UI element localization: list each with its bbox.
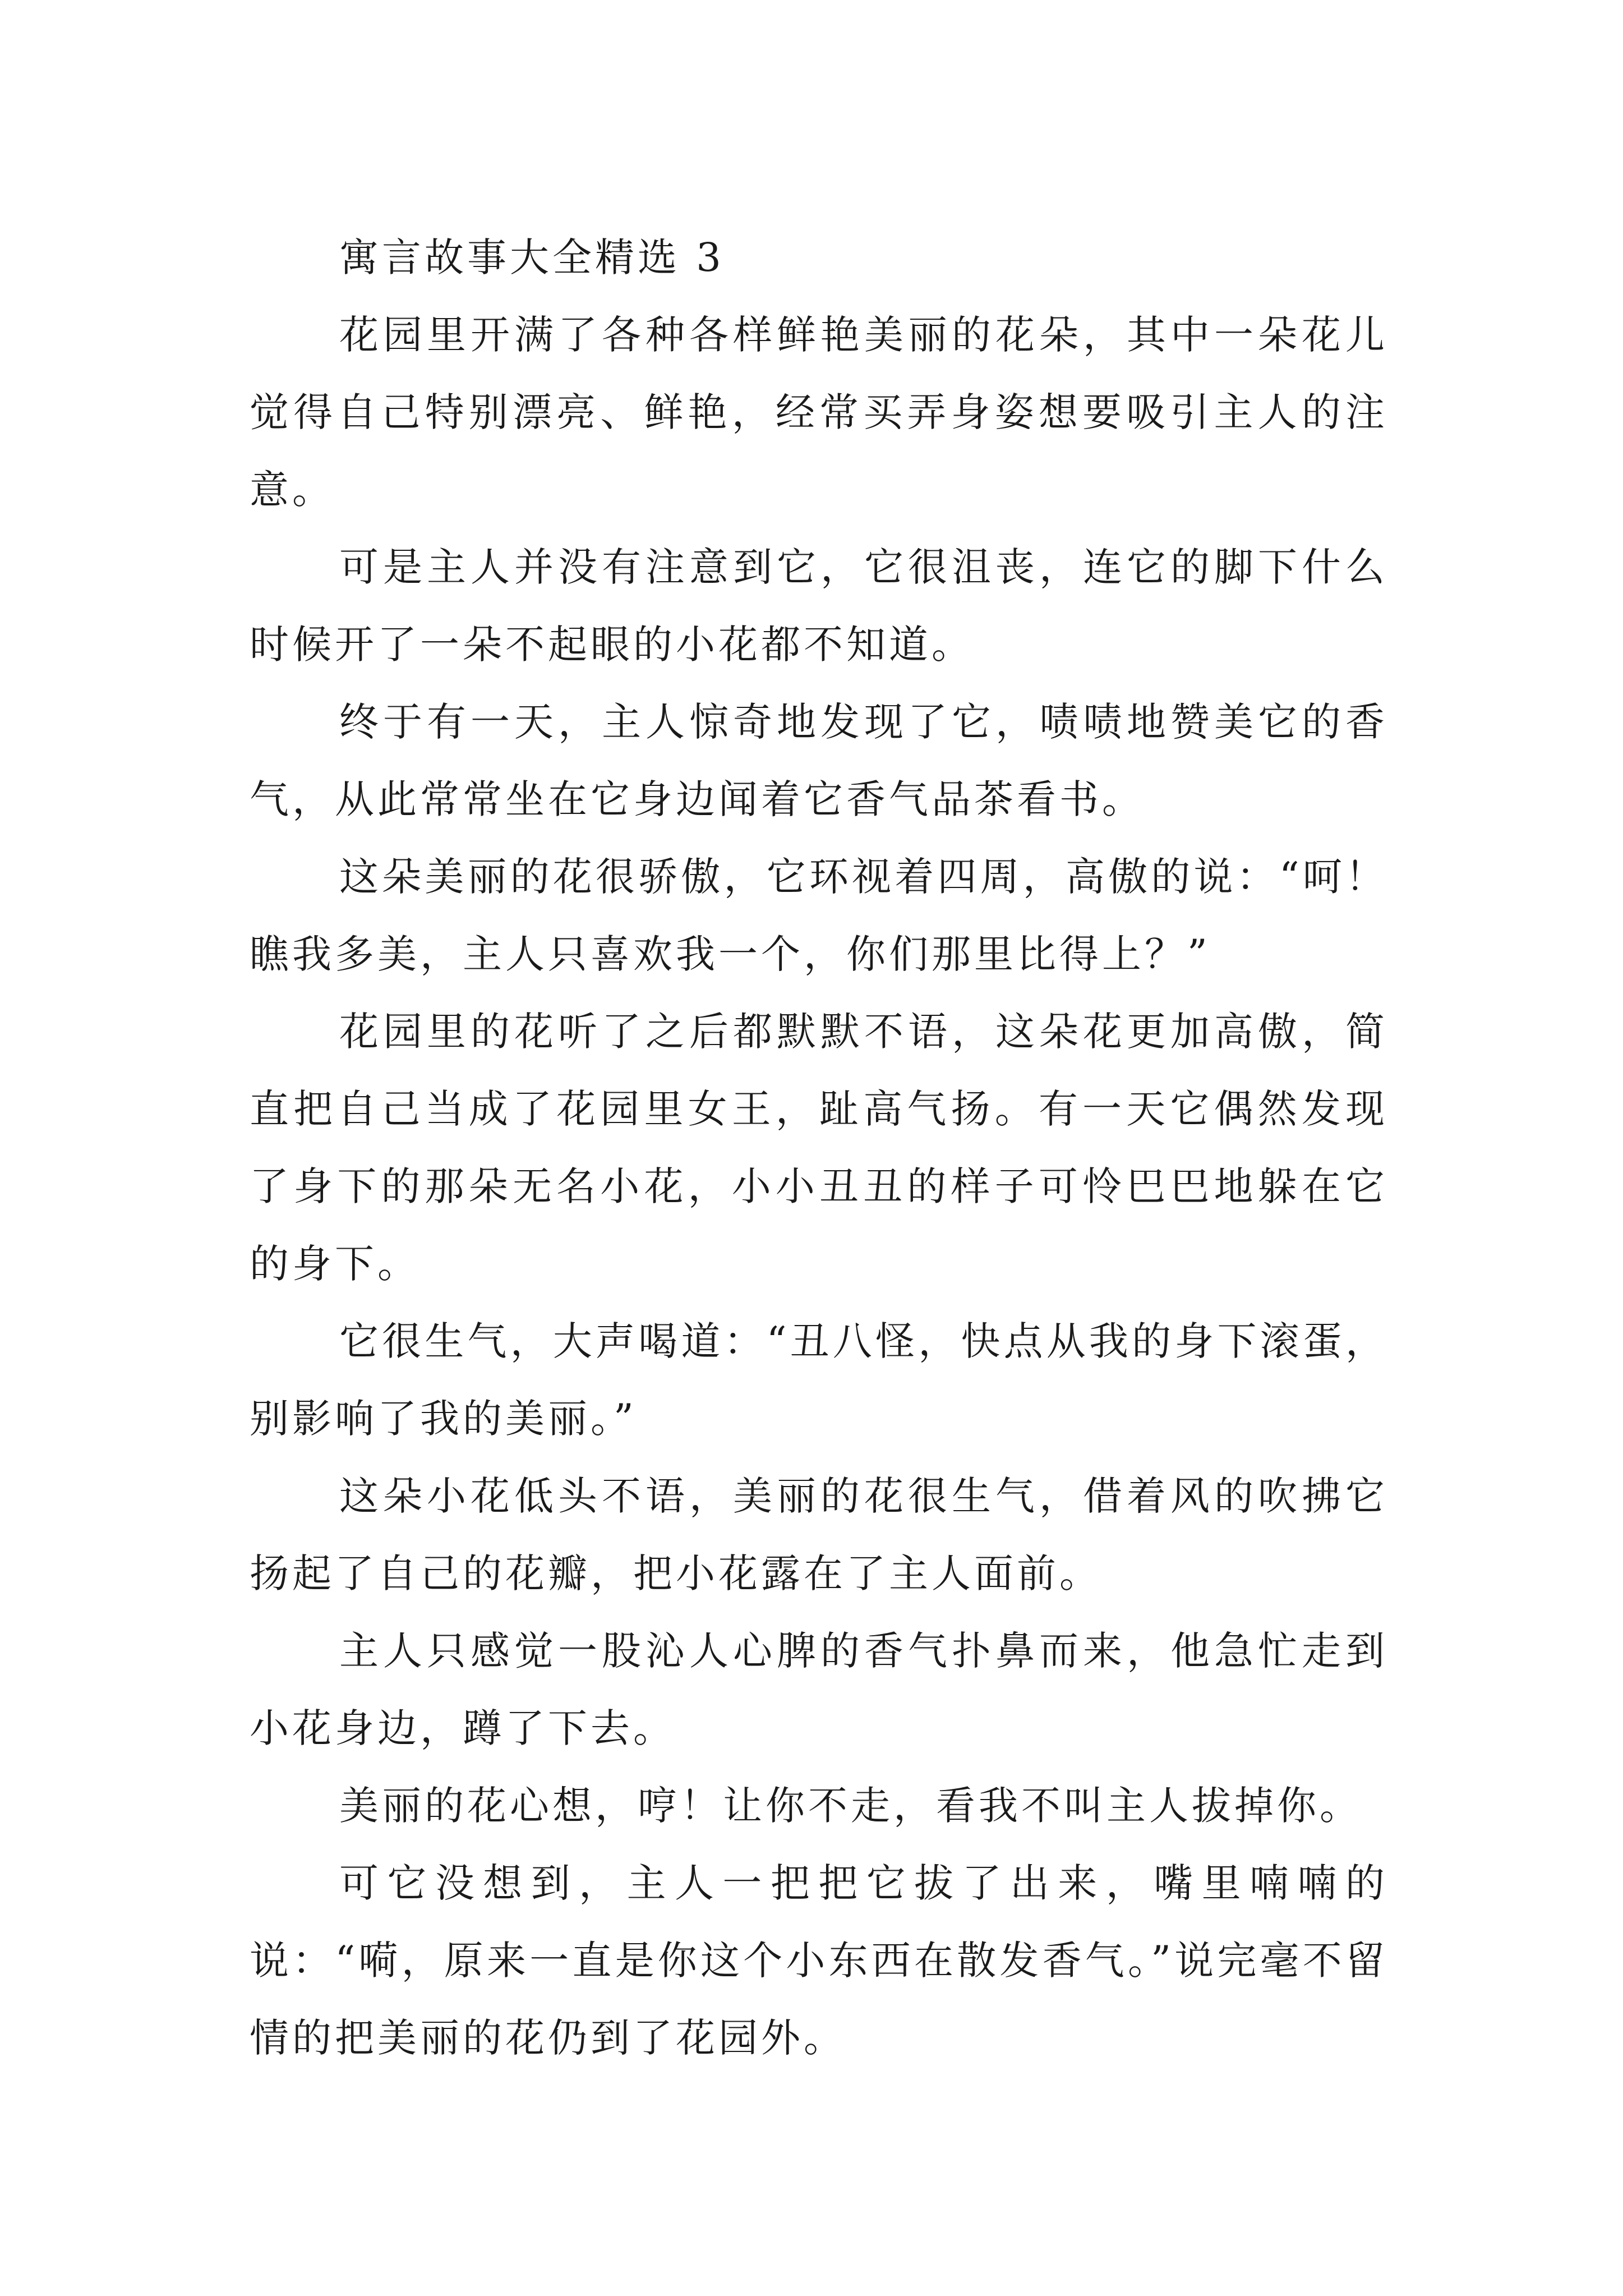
paragraph: 这朵小花低头不语，美丽的花很生气，借着风的吹拂它扬起了自己的花瓣，把小花露在了主人面前。: [250, 1473, 1388, 1596]
paragraph: 主人只感觉一股沁人心脾的香气扑鼻而来，他急忙走到小花身边，蹲了下去。: [250, 1628, 1388, 1751]
paragraph: 可是主人并没有注意到它，它很沮丧，连它的脚下什么时候开了一朵不起眼的小花都不知道。: [250, 544, 1388, 668]
document-body: [250, 219, 1388, 2077]
paragraph: 它很生气，大声喝道：“丑八怪，快点从我的身下滚蛋，别影响了我的美丽。”: [250, 1318, 1388, 1442]
paragraph: 终于有一天，主人惊奇地发现了它，啧啧地赞美它的香气，从此常常坐在它身边闻着它香气品茶看书。: [250, 699, 1388, 822]
paragraph: 花园里的花听了之后都默默不语，这朵花更加高傲，简直把自己当成了花园里女王，趾高气扬。有一天它偶然发现了身下的那朵无名小花，小小丑丑的样子可怜巴巴地躲在它的身下。: [250, 1009, 1388, 1287]
paragraph: 可它没想到，主人一把把它拔了出来，嘴里喃喃的说：“嗬，原来一直是你这个小东西在散发香气。”说完毫不留情的把美丽的花仍到了花园外。: [250, 1860, 1388, 2061]
paragraph: 花园里开满了各种各样鲜艳美丽的花朵，其中一朵花儿觉得自己特别漂亮、鲜艳，经常买弄身姿想要吸引主人的注意。: [250, 312, 1388, 513]
paragraph: 美丽的花心想，哼！让你不走，看我不叫主人拔掉你。: [339, 1783, 1362, 1829]
document-title: 寓言故事大全精选 3: [339, 234, 725, 280]
paragraph: 这朵美丽的花很骄傲，它环视着四周，高傲的说：“呵！瞧我多美，主人只喜欢我一个，你们那里比得上？”: [250, 854, 1388, 977]
